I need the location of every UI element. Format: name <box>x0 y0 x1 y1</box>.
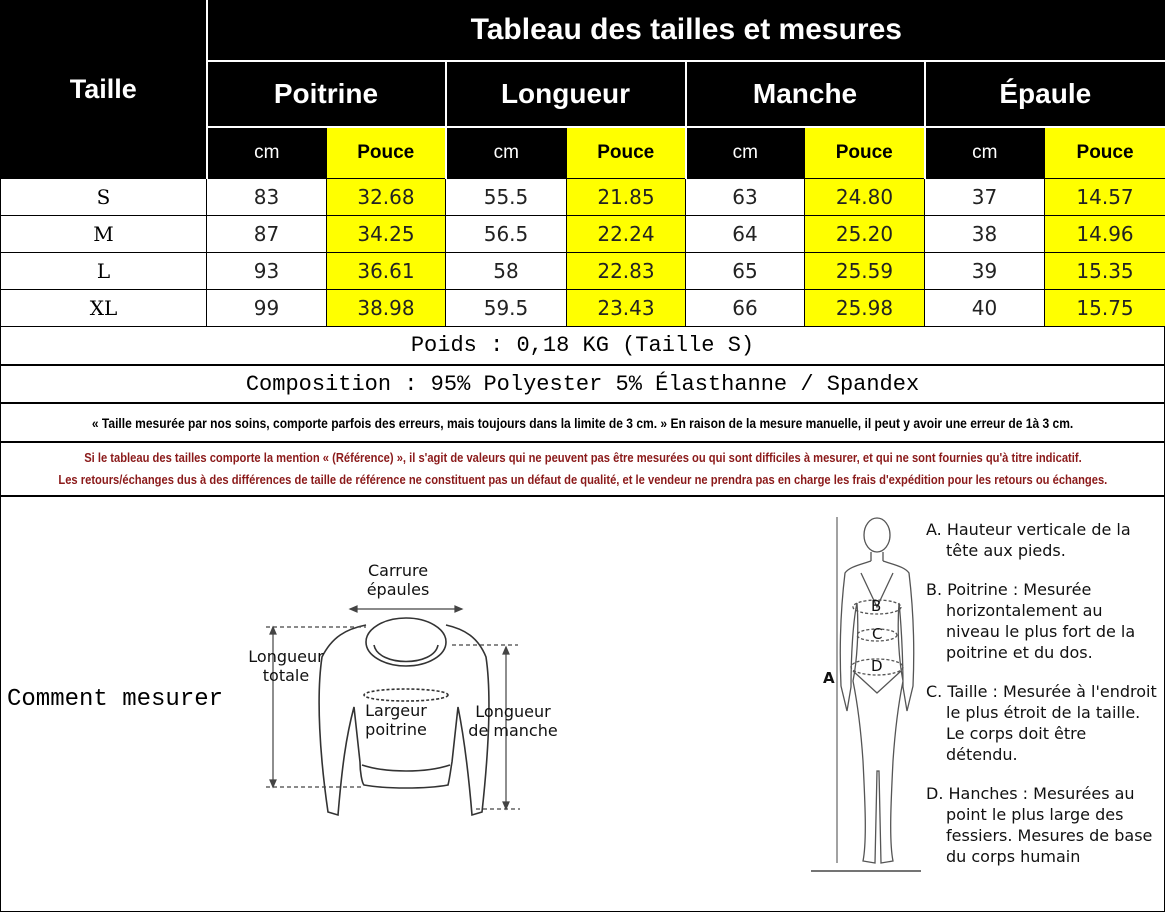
length-inch: 23.43 <box>567 290 686 327</box>
unit-inch-header: Pouce <box>567 127 686 179</box>
chest-cm: 83 <box>207 179 327 216</box>
unit-cm-header: cm <box>686 127 805 179</box>
unit-inch-header: Pouce <box>327 127 446 179</box>
sleeve-inch: 25.98 <box>805 290 925 327</box>
weight-text: Poids : 0,18 KG (Taille S) <box>410 333 755 358</box>
length-cm: 55.5 <box>446 179 567 216</box>
how-to-measure-section <box>0 496 1165 912</box>
group-header-chest: Poitrine <box>207 61 446 127</box>
measurement-note <box>0 403 1165 442</box>
sleeve-cm: 65 <box>686 253 805 290</box>
reference-note <box>0 442 1165 496</box>
chest-cm: 99 <box>207 290 327 327</box>
unit-cm-header: cm <box>446 127 567 179</box>
measurement-legend <box>926 519 1158 867</box>
mark-b: B <box>871 597 882 615</box>
shoulder-inch: 15.35 <box>1045 253 1165 290</box>
chest-inch: 38.98 <box>327 290 446 327</box>
length-inch: 22.83 <box>567 253 686 290</box>
chest-width-label: Largeur poitrine <box>365 701 427 739</box>
length-cm: 58 <box>446 253 567 290</box>
sleeve-length-label: Longueur de manche <box>468 702 558 740</box>
shoulder-inch: 14.96 <box>1045 216 1165 253</box>
unit-inch-header: Pouce <box>805 127 925 179</box>
legend-item-b: B. Poitrine : Mesurée horizontalement au niveau le plus fort de la poitrine et du dos. <box>926 580 1136 662</box>
length-cm: 59.5 <box>446 290 567 327</box>
size-label: L <box>1 253 207 290</box>
measurement-note-text: « Taille mesurée par nos soins, comporte parfois des erreurs, mais toujours dans la limite de 3 cm. » En raison de la mesure manuelle, il peut y avoir une erreur de 1à 3 cm. <box>91 414 1074 431</box>
table-row <box>1 179 1165 216</box>
group-header-sleeve: Manche <box>686 61 925 127</box>
mark-a: A <box>823 669 835 687</box>
size-label: M <box>1 216 207 253</box>
shoulder-cm: 40 <box>925 290 1045 327</box>
sleeve-cm: 66 <box>686 290 805 327</box>
reference-note-text: Si le tableau des tailles comporte la mention « (Référence) », il s'agit de valeurs qui ne peuvent pas être mesurées ou qui sont difficiles à mesurer, et qui ne sont fournies qu'à titre indicatif. <box>83 450 1082 465</box>
legend-item-d: D. Hanches : Mesurées au point le plus large des fessiers. Mesures de base du corps humain <box>926 784 1153 866</box>
table-title: Tableau des tailles et mesures <box>207 1 1165 61</box>
shoulder-cm: 39 <box>925 253 1045 290</box>
table-row <box>1 290 1165 327</box>
legend-item-a: A. Hauteur verticale de la tête aux pieds. <box>926 520 1131 560</box>
table-row <box>1 253 1165 290</box>
shoulder-inch: 15.75 <box>1045 290 1165 327</box>
mark-d: D <box>871 657 883 675</box>
chest-inch: 34.25 <box>327 216 446 253</box>
legend-item-c: C. Taille : Mesurée à l'endroit le plus étroit de la taille. Le corps doit être détendu. <box>926 682 1157 764</box>
table-row <box>1 216 1165 253</box>
shoulder-label: Carrure épaules <box>366 561 430 599</box>
sleeve-inch: 24.80 <box>805 179 925 216</box>
chest-cm: 93 <box>207 253 327 290</box>
length-cm: 56.5 <box>446 216 567 253</box>
unit-cm-header: cm <box>925 127 1045 179</box>
shoulder-inch: 14.57 <box>1045 179 1165 216</box>
length-inch: 22.24 <box>567 216 686 253</box>
sleeve-cm: 64 <box>686 216 805 253</box>
group-header-shoulder: Épaule <box>925 61 1165 127</box>
size-table <box>0 0 1165 327</box>
size-column-header: Taille <box>1 1 207 179</box>
chest-cm: 87 <box>207 216 327 253</box>
composition-line <box>0 365 1165 403</box>
sleeve-inch: 25.20 <box>805 216 925 253</box>
how-to-measure-heading: Comment mesurer <box>7 686 224 713</box>
mark-c: C <box>872 625 883 643</box>
size-label: S <box>1 179 207 216</box>
chest-inch: 32.68 <box>327 179 446 216</box>
shoulder-cm: 38 <box>925 216 1045 253</box>
body-figure-illustration <box>801 511 921 883</box>
shoulder-cm: 37 <box>925 179 1045 216</box>
composition-text: Composition : 95% Polyester 5% Élasthanne / Spandex <box>245 371 920 397</box>
size-label: XL <box>1 290 207 327</box>
sleeve-cm: 63 <box>686 179 805 216</box>
total-length-label: Longueur totale <box>248 647 324 685</box>
length-inch: 21.85 <box>567 179 686 216</box>
returns-note-text: Les retours/échanges dus à des différences de taille de référence ne constituent pas un défaut de qualité, et le vendeur ne prendra pas en charge les frais d'expédition pour les retours ou échanges. <box>58 472 1107 487</box>
group-header-length: Longueur <box>446 61 686 127</box>
chest-inch: 36.61 <box>327 253 446 290</box>
unit-inch-header: Pouce <box>1045 127 1165 179</box>
unit-cm-header: cm <box>207 127 327 179</box>
weight-line <box>0 326 1165 365</box>
sleeve-inch: 25.59 <box>805 253 925 290</box>
